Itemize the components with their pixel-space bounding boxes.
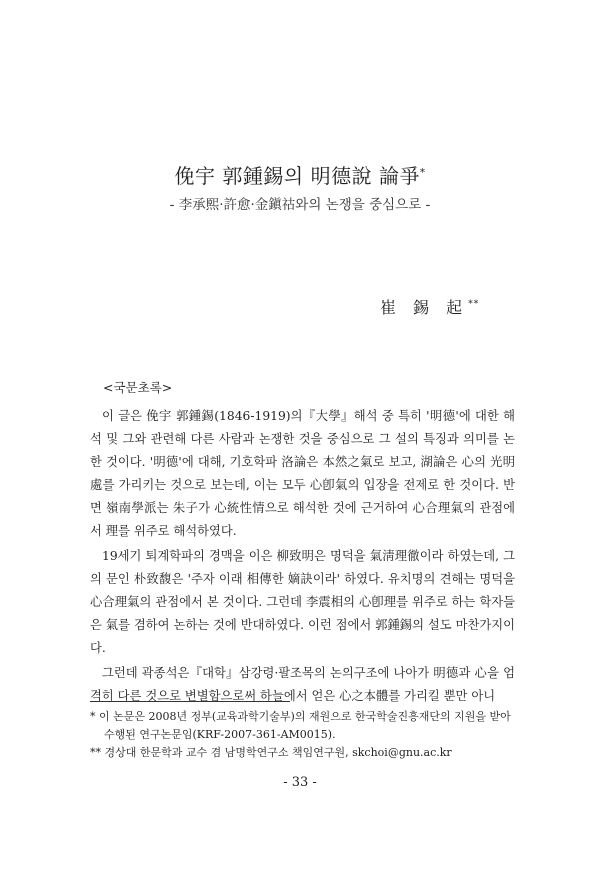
abstract-paragraph: 19세기 퇴계학파의 경맥을 이은 柳致明은 명덕을 氣淸理徹이라 하였는데, 그의 문인 朴致馥은 '주자 이래 相傳한 嫡訣이라' 하였다. 유치명의 견해는 명덕을 心合理氣의 관점에서 본 것이다. 그런데 李震相의 心卽理를 위주로 하는 학자들은 氣를 겸하여 논하는 것에 반대하였다. 이런 점에서 郭鍾錫의 설도 마찬가지이다.	[90, 549, 515, 655]
footnotes	[90, 708, 520, 762]
footnote-funding: * 이 논문은 2008년 정부(교육과학기술부)의 재원으로 한국학술진흥재단의 지원을 받아 수행된 연구논문임(KRF-2007-361-AM0015).	[90, 710, 511, 741]
abstract-heading: <국문초록>	[103, 380, 173, 395]
author	[380, 295, 479, 318]
paper-title	[0, 160, 600, 189]
title-text: 俛宇 郭鍾錫의 明德說 論爭	[174, 164, 420, 188]
author-name: 崔 錫 起	[380, 298, 469, 317]
abstract-body	[90, 405, 515, 708]
footnote-author: ** 경상대 한문학과 교수 겸 남명학연구소 책임연구원, skchoi@gnu.ac.kr	[90, 746, 452, 759]
abstract-paragraph: 이 글은 俛宇 郭鍾錫(1846-1919)의『大學』해석 중 특히 '明德'에 대한 해석 및 그와 관련해 다른 사람과 논쟁한 것을 중심으로 그 설의 특징과 의미를 논한 것이다. '明德'에 대해, 기호학파 洛論은 本然之氣로 보고, 湖論은 心의 光明處를 가리키는 것으로 보는데, 이는 모두 心卽氣의 입장을 전제로 한 것이다. 반면 嶺南學派는 朱子가 心統性情으로 해석한 것에 근거하여 心合理氣의 관점에서 理를 위주로 해석하였다.	[90, 409, 515, 538]
footnote-divider	[90, 701, 290, 702]
paper-subtitle: - 李承熙·許愈·金鎭祜와의 논쟁을 중심으로 -	[169, 197, 431, 213]
page-number: - 33 -	[283, 775, 317, 790]
title-footnote-mark: *	[419, 167, 426, 179]
author-footnote-mark: **	[468, 299, 480, 310]
abstract-paragraph: 그런데 곽종석은『대학』삼강령·팔조목의 논의구조에 나아가 明德과 心을 엄격히 다른 것으로 변별함으로써 하늘에서 얻은 心之本體를 가리킬 뿐만 아니	[90, 666, 515, 703]
